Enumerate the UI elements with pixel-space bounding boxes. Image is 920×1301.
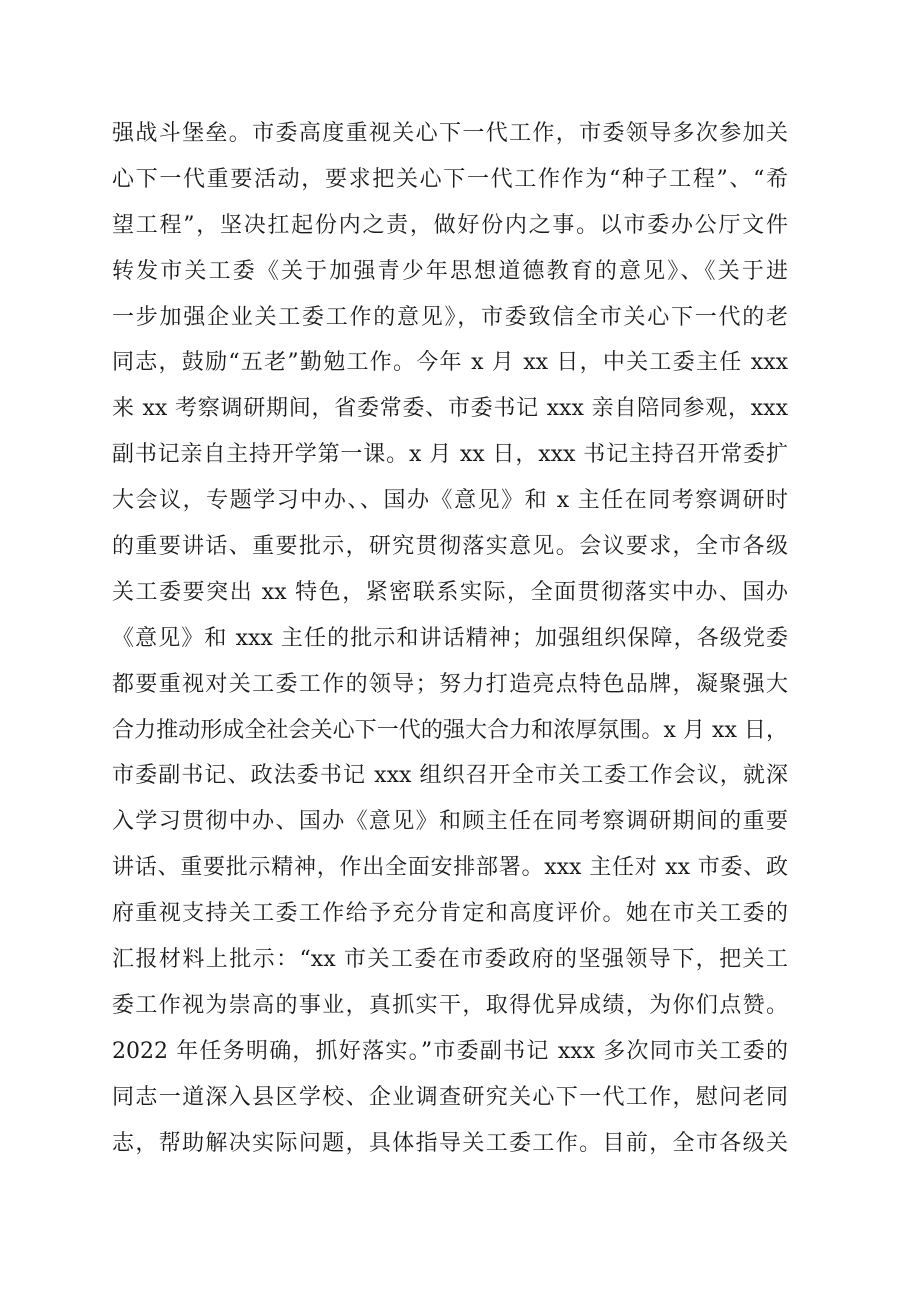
body-text bbox=[112, 111, 788, 1166]
text-line: 委工作视为崇高的事业，真抓实干，取得优异成绩，为你们点赞。 bbox=[112, 992, 788, 1018]
text-line: 关工委要突出 xx 特色，紧密联系实际，全面贯彻落实中办、国办 bbox=[112, 579, 788, 605]
text-line: 志，帮助解决实际问题，具体指导关工委工作。目前，全市各级关 bbox=[112, 1130, 788, 1156]
text-line: 大会议，专题学习中办、、国办《意见》和 x 主任在同考察调研时 bbox=[112, 488, 788, 514]
text-line: 《意见》和 xxx 主任的批示和讲话精神；加强组织保障，各级党委 bbox=[112, 625, 788, 651]
text-line: 心下一代重要活动，要求把关心下一代工作作为“种子工程”、“希 bbox=[112, 166, 788, 192]
text-line: 2022 年任务明确，抓好落实。”市委副书记 xxx 多次同市关工委的 bbox=[112, 1038, 788, 1064]
text-line: 的重要讲话、重要批示，研究贯彻落实意见。会议要求，全市各级 bbox=[112, 534, 788, 560]
text-line: 望工程”，坚决扛起份内之责，做好份内之事。以市委办公厅文件 bbox=[112, 212, 788, 238]
text-line: 一步加强企业关工委工作的意见》，市委致信全市关心下一代的老 bbox=[112, 304, 788, 330]
text-line: 市委副书记、政法委书记 xxx 组织召开全市关工委工作会议，就深 bbox=[112, 763, 788, 789]
text-line: 转发市关工委《关于加强青少年思想道德教育的意见》、《关于进 bbox=[112, 258, 788, 284]
text-line: 合力推动形成全社会关心下一代的强大合力和浓厚氛围。x 月 xx 日， bbox=[112, 717, 788, 743]
text-line: 都要重视对关工委工作的领导；努力打造亮点特色品牌，凝聚强大 bbox=[112, 671, 788, 697]
text-line: 来 xx 考察调研期间，省委常委、市委书记 xxx 亲自陪同参观，xxx bbox=[112, 396, 788, 422]
text-line: 入学习贯彻中办、国办《意见》和顾主任在同考察调研期间的重要 bbox=[112, 809, 788, 835]
text-line: 讲话、重要批示精神，作出全面安排部署。xxx 主任对 xx 市委、政 bbox=[112, 855, 788, 881]
text-line: 副书记亲自主持开学第一课。x 月 xx 日，xxx 书记主持召开常委扩 bbox=[112, 442, 788, 468]
text-line: 同志，鼓励“五老”勤勉工作。今年 x 月 xx 日，中关工委主任 xxx bbox=[112, 350, 788, 376]
text-line: 同志一道深入县区学校、企业调查研究关心下一代工作，慰问老同 bbox=[112, 1084, 788, 1110]
text-line: 强战斗堡垒。市委高度重视关心下一代工作，市委领导多次参加关 bbox=[112, 121, 788, 146]
text-line: 府重视支持关工委工作给予充分肯定和高度评价。她在市关工委的 bbox=[112, 901, 788, 927]
text-line: 汇报材料上批示：“xx 市关工委在市委政府的坚强领导下，把关工 bbox=[112, 947, 788, 973]
